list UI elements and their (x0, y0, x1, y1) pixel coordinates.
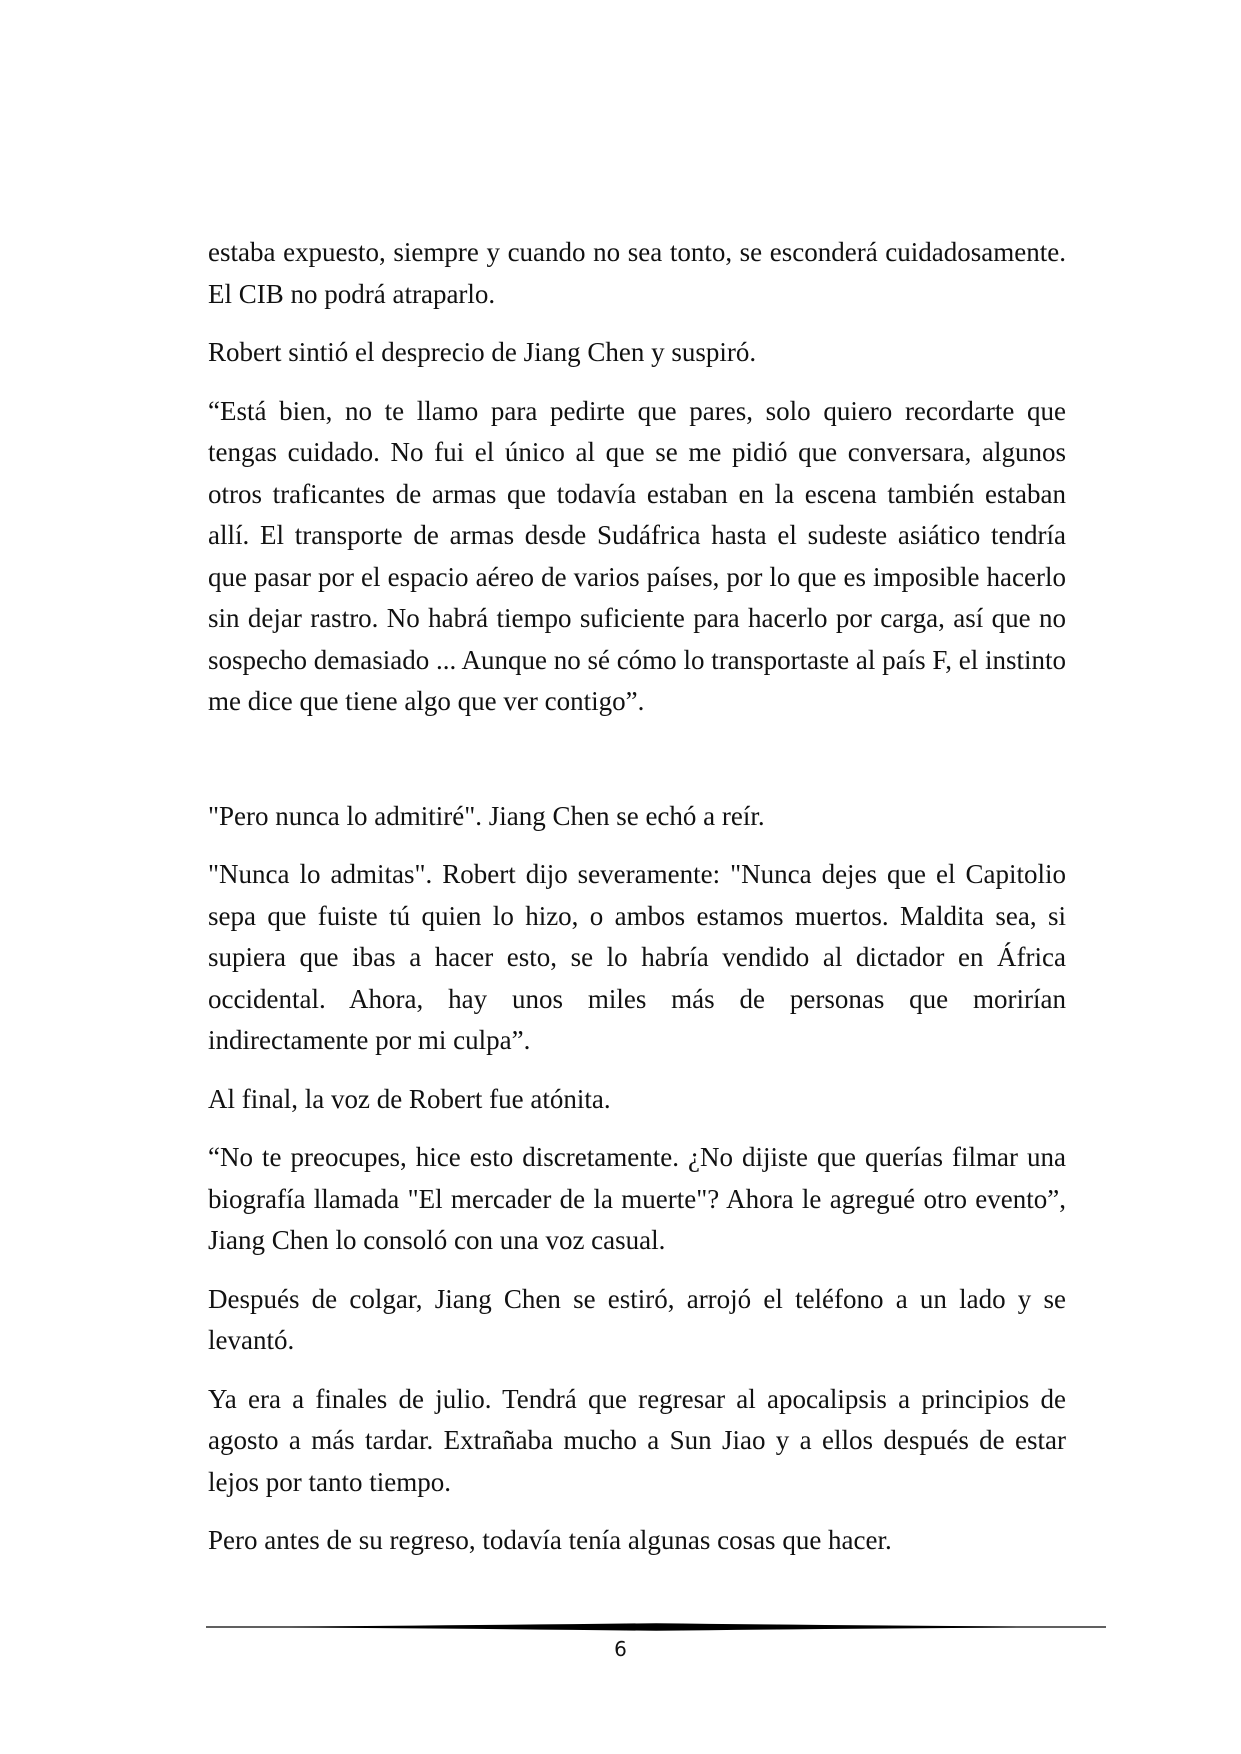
paragraph: Robert sintió el desprecio de Jiang Chen y suspiró. (208, 337, 757, 367)
paragraph: Después de colgar, Jiang Chen se estiró, arrojó el teléfono a un lado y se levantó. (208, 1283, 1066, 1355)
paragraph: "Nunca lo admitas". Robert dijo severamente: "Nunca dejes que el Capitolio sepa que fuiste tú quien lo hizo, o ambos estamos muertos. Maldita sea, si supiera que ibas a hacer esto, se lo habría vendido al dictador en África occidental. Ahora, hay unos miles más de personas que morirían indirectamente por mi culpa”. (208, 859, 1066, 1055)
paragraph: Pero antes de su regreso, todavía tenía algunas cosas que hacer. (208, 1525, 892, 1555)
paragraph: Ya era a finales de julio. Tendrá que regresar al apocalipsis a principios de agosto a más tardar. Extrañaba mucho a Sun Jiao y a ellos después de estar lejos por tanto tiempo. (208, 1383, 1066, 1497)
paragraph: "Pero nunca lo admitiré". Jiang Chen se echó a reír. (208, 800, 765, 831)
paragraph: estaba expuesto, siempre y cuando no sea tonto, se esconderá cuidadosamente. El CIB no podrá atraparlo. (208, 237, 1066, 309)
paragraph: “Está bien, no te llamo para pedirte que pares, solo quiero recordarte que tengas cuidado. No fui el único al que se me pidió que conversara, algunos otros traficantes de armas que todavía estaban en la escena también estaban allí. El transporte de armas desde Sudáfrica hasta el sudeste asiático tendría que pasar por el espacio aéreo de varios países, por lo que es imposible hacerlo sin dejar rastro. No habrá tiempo suficiente para hacerlo por carga, así que no sospecho demasiado ... Aunque no sé cómo lo transportaste al país F, el instinto me dice que tiene algo que ver contigo”. (208, 395, 1066, 716)
page-number: 6 (614, 1637, 627, 1661)
body-text (208, 232, 1066, 1579)
footer-divider (206, 1622, 1106, 1632)
paragraph: Al final, la voz de Robert fue atónita. (208, 1083, 611, 1114)
paragraph: “No te preocupes, hice esto discretamente. ¿No dijiste que querías filmar una biografía llamada "El mercader de la muerte"? Ahora le agregué otro evento”, Jiang Chen lo consoló con una voz casual. (208, 1142, 1066, 1255)
